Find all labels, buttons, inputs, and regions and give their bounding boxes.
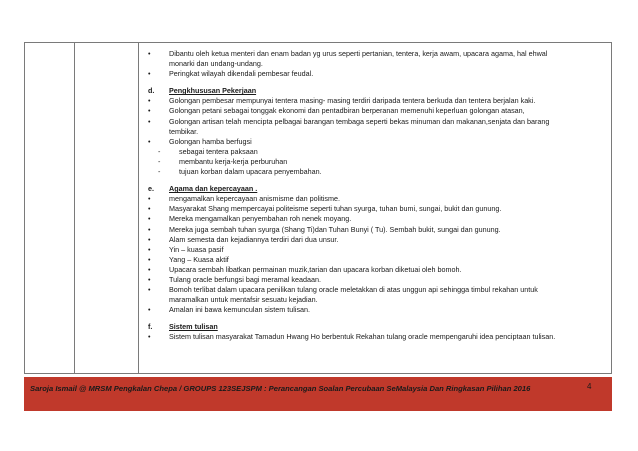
sub-item bbox=[146, 157, 606, 167]
bullet-item bbox=[146, 265, 606, 275]
bullet-item-text: Alam semesta dan kejadiannya terdiri dari dua unsur. bbox=[169, 234, 339, 244]
bullet-icon: • bbox=[148, 204, 151, 214]
page-number: 4 bbox=[587, 382, 592, 391]
bullet-icon: • bbox=[148, 214, 151, 224]
bullet-item-text: Sistem tulisan masyarakat Tamadun Hwang Ho berbentuk Rekahan tulang oracle mempengaruhi idea penciptaan tulisan. bbox=[169, 332, 556, 342]
notes-content bbox=[146, 49, 606, 343]
bullet-item-text: Golongan hamba berfugsi bbox=[169, 136, 252, 146]
bullet-item-text: Amalan ini bawa kemunculan sistem tulisan. bbox=[169, 305, 311, 315]
bullet-item-text: Yang – Kuasa aktif bbox=[169, 254, 229, 264]
section-marker: f. bbox=[148, 322, 153, 332]
sub-item-text: tujuan korban dalam upacara penyembahan. bbox=[179, 167, 322, 177]
bullet-item-text: Mereka juga sembah tuhan syurga (Shang Ti)dan Tuhan Bunyi ( Tu). Sembah bukit, sungai dan gunung. bbox=[169, 224, 501, 234]
bullet-item-text: Mereka mengamalkan penyembahan roh nenek moyang. bbox=[169, 214, 352, 224]
bullet-continuation-text: tembikar. bbox=[169, 126, 199, 136]
bullet-item-text: mengamalkan kepercayaan anismisme dan politisme. bbox=[169, 194, 340, 204]
section-marker: e. bbox=[148, 184, 154, 194]
bullet-continuation-text: maramalkan untuk mentafsir sesuatu kejadian. bbox=[169, 295, 318, 305]
bullet-item bbox=[146, 275, 606, 285]
section-heading bbox=[146, 322, 606, 332]
bullet-continuation-text: monarki dan undang-undang. bbox=[169, 59, 263, 69]
section-marker: d. bbox=[148, 86, 155, 96]
bullet-item bbox=[146, 106, 606, 116]
sub-item bbox=[146, 167, 606, 177]
bullet-icon: • bbox=[148, 305, 151, 315]
footer-text: Saroja Ismail @ MRSM Pengkalan Chepa / GROUPS 123SEJSPM : Perancangan Soalan Percubaan SeMalaysia Dan Ringkasan Pilihan 2016 bbox=[30, 384, 531, 393]
bullet-continuation bbox=[146, 295, 606, 305]
bullet-item-text: Tulang oracle berfungsi bagi meramal keadaan. bbox=[169, 274, 321, 284]
bullet-item bbox=[146, 305, 606, 315]
sub-item-text: membantu kerja-kerja perburuhan bbox=[179, 156, 288, 166]
bullet-icon: • bbox=[148, 234, 151, 244]
bullet-icon: • bbox=[148, 136, 151, 146]
dash-marker: - bbox=[158, 156, 161, 166]
bullet-item bbox=[146, 194, 606, 204]
section-heading-text: Pengkhususan Pekerjaan bbox=[169, 86, 257, 96]
bullet-item bbox=[146, 285, 606, 295]
bullet-icon: • bbox=[148, 116, 151, 126]
bullet-item bbox=[146, 137, 606, 147]
sub-item bbox=[146, 147, 606, 157]
bullet-item bbox=[146, 117, 606, 127]
bullet-item bbox=[146, 235, 606, 245]
bullet-icon: • bbox=[148, 254, 151, 264]
bullet-icon: • bbox=[148, 244, 151, 254]
bullet-icon: • bbox=[148, 224, 151, 234]
bullet-item bbox=[146, 332, 606, 342]
bullet-continuation bbox=[146, 59, 606, 69]
bullet-item-text: Golongan artisan telah mencipta pelbagai barangan tembaga seperti bekas minuman dan makanan,senjata dan barang bbox=[169, 116, 550, 126]
bullet-item bbox=[146, 214, 606, 224]
bullet-item bbox=[146, 255, 606, 265]
bullet-icon: • bbox=[148, 264, 151, 274]
bullet-icon: • bbox=[148, 69, 151, 79]
bullet-item-text: Upacara sembah libatkan permainan muzik,tarian dan upacara korban diketuai oleh bomoh. bbox=[169, 264, 462, 274]
bullet-icon: • bbox=[148, 96, 151, 106]
bullet-item-text: Peringkat wilayah dikendali pembesar feudal. bbox=[169, 69, 314, 79]
bullet-item-text: Bomoh terlibat dalam upacara penilikan tulang oracle meletakkan di atas unggun api sehingga timbul rekahan untuk bbox=[169, 285, 538, 295]
bullet-icon: • bbox=[148, 49, 151, 58]
bullet-icon: • bbox=[148, 285, 151, 295]
bullet-icon: • bbox=[148, 106, 151, 116]
bullet-item bbox=[146, 49, 606, 59]
table-border-right bbox=[611, 43, 612, 373]
bullet-item bbox=[146, 204, 606, 214]
bullet-icon: • bbox=[148, 332, 151, 342]
bullet-icon: • bbox=[148, 274, 151, 284]
table-column-divider-1 bbox=[74, 43, 75, 373]
section-heading bbox=[146, 86, 606, 96]
table-column-divider-2 bbox=[138, 43, 139, 373]
bullet-item bbox=[146, 225, 606, 235]
bullet-item bbox=[146, 69, 606, 79]
section-heading-text: Agama dan kepercayaan . bbox=[169, 184, 258, 194]
section-heading-text: Sistem tulisan bbox=[169, 322, 218, 332]
dash-marker: - bbox=[158, 146, 161, 156]
bullet-item-text: Masyarakat Shang mempercayai politeisme seperti tuhan syurga, tuhan bumi, sungai, bukit dan gunung. bbox=[169, 204, 502, 214]
bullet-item-text: Dibantu oleh ketua menteri dan enam badan yg urus seperti pertanian, tentera, kerja awam, upacara agama, hal ehwal bbox=[169, 49, 548, 58]
notes-table bbox=[24, 42, 612, 374]
page-footer bbox=[24, 377, 612, 411]
bullet-item bbox=[146, 96, 606, 106]
sub-item-text: sebagai tentera paksaan bbox=[179, 146, 258, 156]
bullet-icon: • bbox=[148, 194, 151, 204]
table-border-left bbox=[24, 43, 25, 373]
bullet-item-text: Golongan pembesar mempunyai tentera masing- masing terdiri daripada tentera berkuda dan tentera berjalan kaki. bbox=[169, 96, 536, 106]
dash-marker: - bbox=[158, 167, 161, 177]
bullet-item bbox=[146, 245, 606, 255]
section-heading bbox=[146, 184, 606, 194]
bullet-continuation bbox=[146, 127, 606, 137]
bullet-item-text: Golongan petani sebagai tonggak ekonomi dan pentadbiran berperanan memenuhi keperluan golongan atasan, bbox=[169, 106, 525, 116]
bullet-item-text: Yin – kuasa pasif bbox=[169, 244, 224, 254]
